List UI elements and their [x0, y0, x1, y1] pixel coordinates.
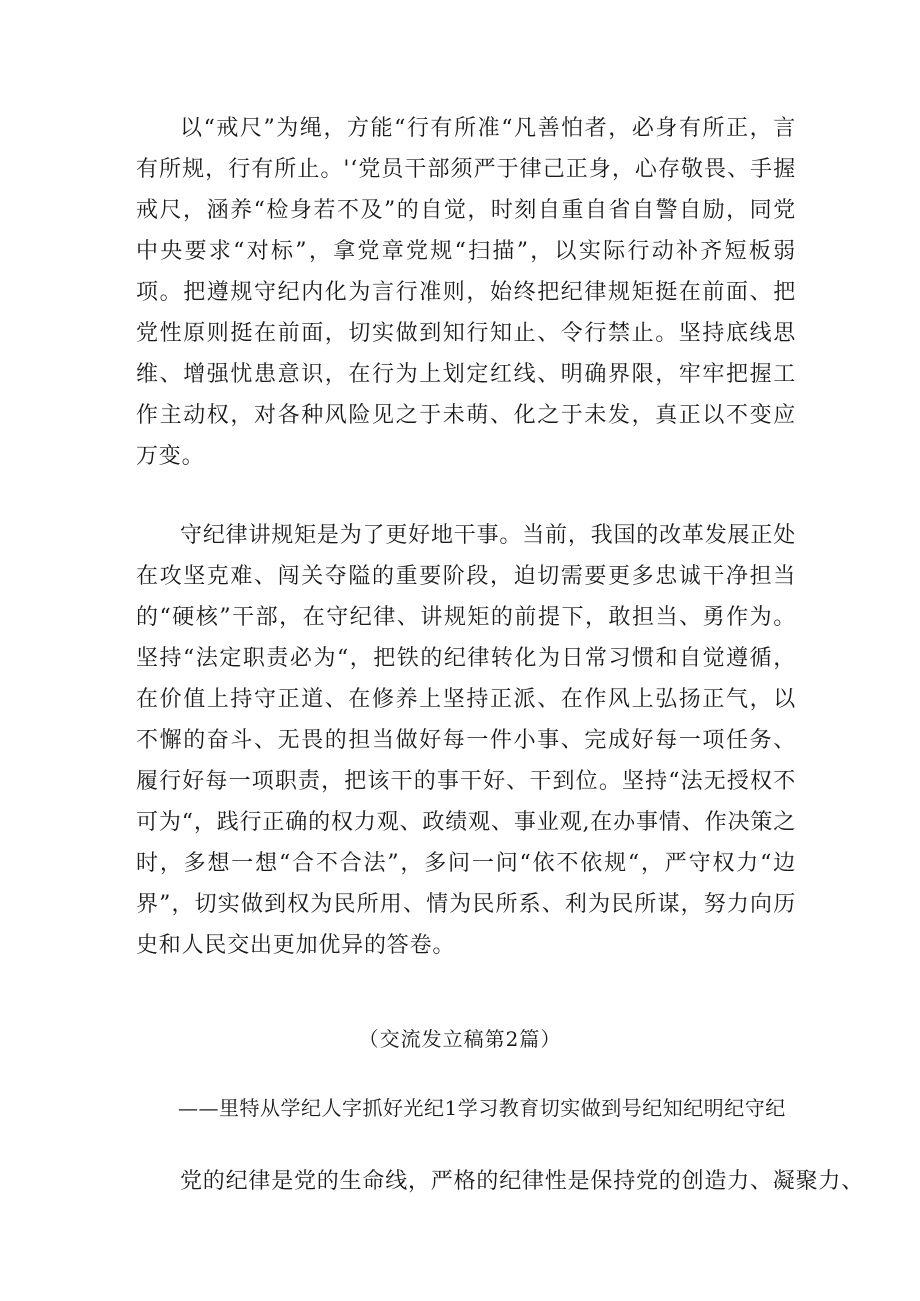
- body-paragraph-2: 守纪律讲规矩是为了更好地干事。当前，我国的改革发展正处在攻坚克难、闯关夺隘的重要阶段，迫切需要更多忠诚干净担当的“硬核”干部，在守纪律、讲规矩的前提下，敢担当、勇作为。坚持“法定职责必为“，把铁的纪律转化为日常习惯和自觉遵循，在价值上持守正道、在修养上坚持正派、在作风上弘扬正气，以不懈的奋斗、无畏的担当做好每一件小事、完成好每一项任务、履行好每一项职责，把该干的事干好、干到位。坚持“法无授权不可为“，践行正确的权力观、政绩观、事业观,在办事情、作决策之时，多想一想“合不合法”，多问一问“依不依规“，严守权力“边界”，切实做到权为民所用、情为民所系、利为民所谋，努力向历史和人民交出更加优异的答卷。: [136, 523, 796, 958]
- section-title: （交流发立稿第2篇）: [358, 1027, 562, 1051]
- body-paragraph-3: 党的纪律是党的生命线，严格的纪律性是保持党的创造力、凝聚力、: [180, 1169, 865, 1194]
- section-subtitle: ——里特从学纪人字抓好光纪1学习教育切实做到号纪知纪明纪守纪: [178, 1096, 786, 1120]
- body-paragraph-1: 以“戒尺”为绳，方能“行有所准“凡善怕者，必身有所正，言有所规，行有所止。'‘党员干部须严于律己正身，心存敬畏、手握戒尺，涵养“检身若不及”的自觉，时刻自重自省自警自励，同党中央要求“对标”，拿党章党规“扫描”，以实际行动补齐短板弱项。把遵规守纪内化为言行准则，始终把纪律规矩挺在前面、把党性原则挺在前面，切实做到知行知止、令行禁止。坚持底线思维、增强忧患意识，在行为上划定红线、明确界限，牢牢把握工作主动权，对各种风险见之于未萌、化之于未发，真正以不变应万变。: [136, 116, 796, 469]
